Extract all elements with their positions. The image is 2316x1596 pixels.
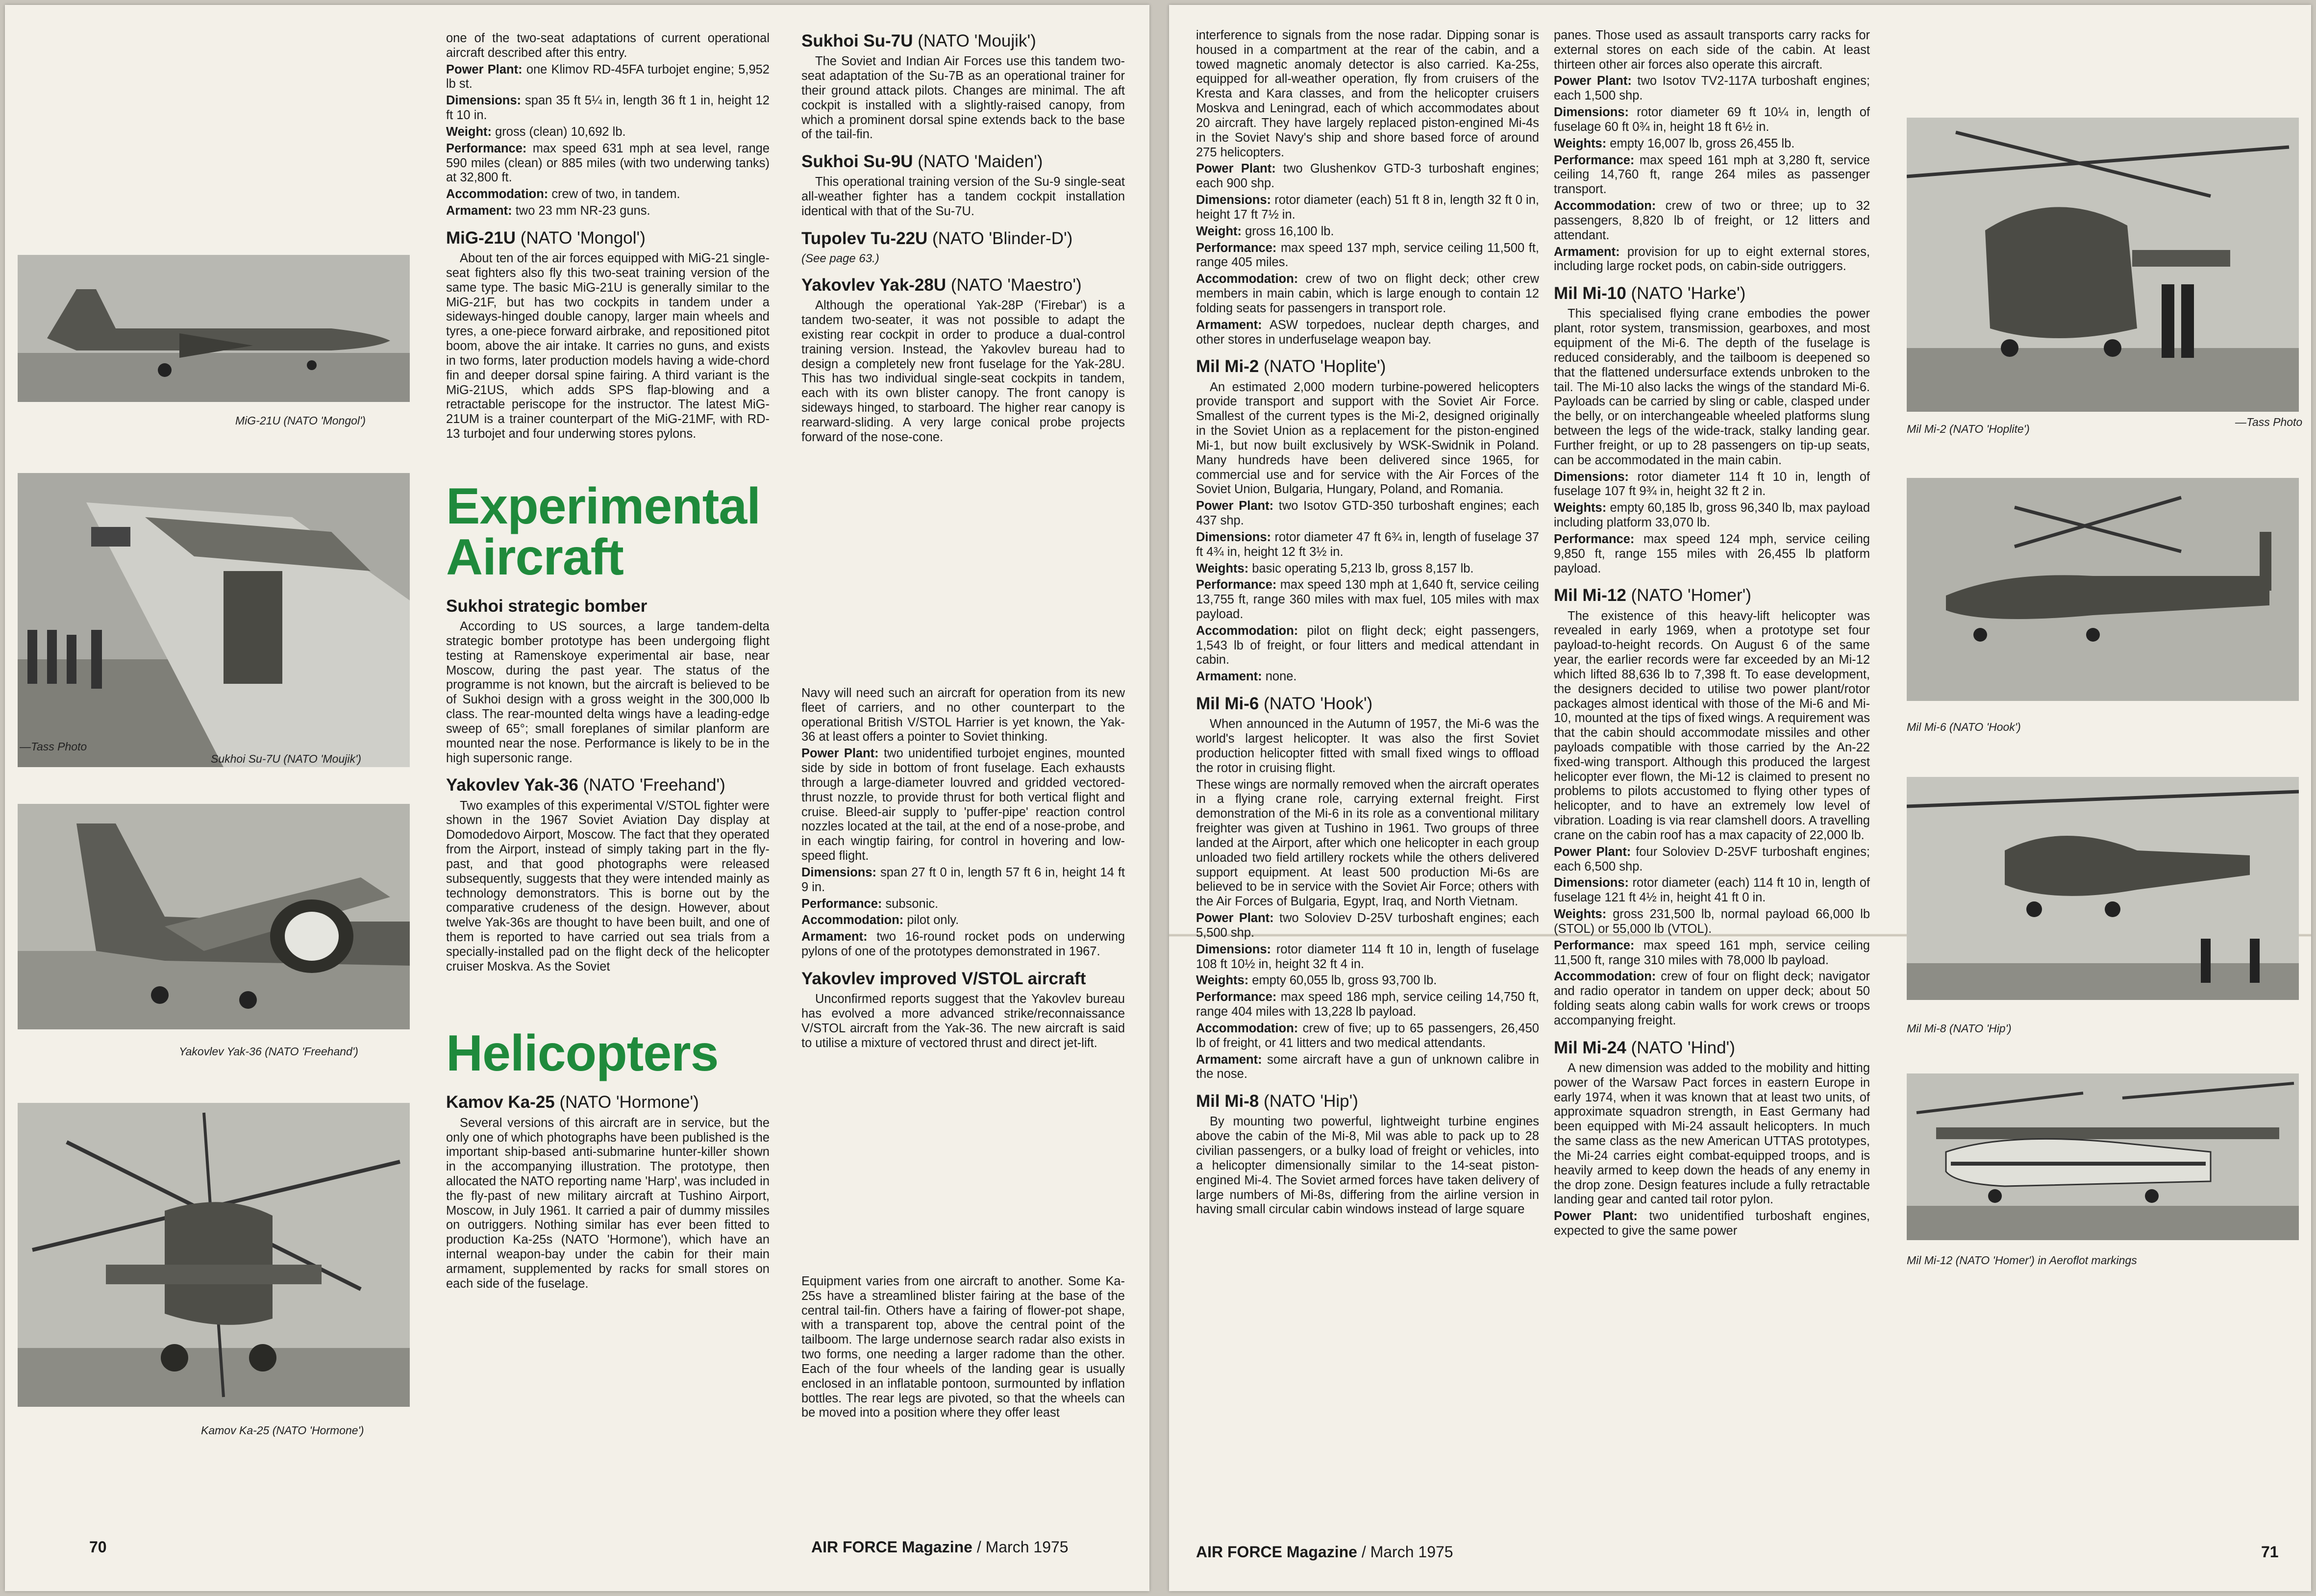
spec-text: basic operating 5,213 lb, gross 8,157 lb.	[1248, 561, 1474, 575]
spec-text: max speed 124 mph, service ceiling 9,850 ft, range 155 miles with 26,455 lb platform payload.	[1554, 532, 1870, 575]
spec-text: two Glushenkov GTD-3 turboshaft engines; each 900 shp.	[1196, 162, 1539, 191]
spec-label: Power Plant:	[801, 747, 879, 761]
footer-right: AIR FORCE Magazine / March 1975	[1196, 1543, 1453, 1561]
spec-text: two Soloviev D-25V turboshaft engines; each 5,500 shp.	[1196, 911, 1539, 940]
sukhoi-bomber-body: According to US sources, a large tandem-delta strategic bomber prototype has been undergoing flight testing at Ramenskoye experimental air base, near Moscow, during the past year. The status of the programme is not known, but the aircraft is believed to be of Sukhoi design with a gross weight in the 300,000 lb class. The rear-mounted delta wings have a leading-edge sweep of 65°; small foreplanes of similar planform are mounted near the nose. Performance is likely to be in the high supersonic range.	[446, 620, 770, 765]
mi24-spec: Power Plant: two unidentified turboshaft engines, expected to give the same power	[1554, 1209, 1870, 1238]
mi8-caption: Mil Mi-8 (NATO 'Hip')	[1907, 1022, 2012, 1035]
spec-text: provision for up to eight external stores, including large rocket pods, on cabin-side outriggers.	[1554, 245, 1870, 274]
spec-label: Accommodation:	[1196, 623, 1298, 638]
spec-label: Weights:	[1554, 501, 1607, 515]
yak-improved-body: Unconfirmed reports suggest that the Yakovlev bureau has evolved a more advanced strike/reconnaissance V/STOL aircraft from the Yak-36. The new aircraft is said to utilise a mixture of vectored thrust and direct jet-lift.	[801, 992, 1125, 1050]
spec-text: gross 231,500 lb, normal payload 66,000 lb (STOL) or 55,000 lb (VTOL).	[1554, 907, 1870, 936]
spec-text: subsonic.	[882, 897, 939, 911]
tass-photo-credit-right: —Tass Photo	[2235, 416, 2303, 428]
yak36-photo	[18, 804, 410, 1029]
spec-text: four Soloviev D-25VF turboshaft engines; each 6,500 shp.	[1554, 845, 1870, 873]
spec-label: Armament:	[1196, 670, 1262, 684]
left-text-column-2c	[801, 1274, 1125, 1422]
mig21u-caption: MiG-21U (NATO 'Mongol')	[235, 414, 366, 427]
mig15uti-specs	[446, 63, 770, 219]
spec-label: Dimensions:	[1196, 942, 1271, 956]
ka25-body: Several versions of this aircraft are in service, but the only one of which photographs have been published is the important ship-based anti-submarine hunter-killer shown in the accompanying illustration. The prototype, then allocated the NATO reporting name 'Harp', was included in the fly-past of new military aircraft at Tushino Airport, Moscow, in July 1961. It carried a pair of dummy missiles on outriggers. Nothing similar has ever been fitted to production Ka-25s (NATO 'Hormone'), which have an internal weapon-bay under the cabin for their main armament, supplemented by racks for small stores on each side of the fuselage.	[446, 1116, 770, 1291]
spec-text: two 23 mm NR-23 guns.	[512, 204, 650, 218]
spec-label: Weight:	[1196, 224, 1242, 238]
spec-label: Performance:	[1196, 990, 1277, 1004]
left-text-column-1	[446, 31, 770, 1294]
mig21u-photo	[18, 255, 410, 402]
su9u-body: This operational training version of the Su-9 single-seat all-weather fighter has a tandem cockpit installation identical with that of the Su-7U.	[801, 175, 1125, 218]
spec-label: Weights:	[1554, 136, 1607, 150]
yak28u-body: Although the operational Yak-28P ('Firebar') is a tandem two-seater, it was not possible to adapt the existing rear cockpit in order to produce a dual-control training version. Instead, the Yakovlev bureau had to design a completely new front fuselage for the Yak-28U. This has two individual single-seat cockpits in tandem, each with its own blister canopy. The front canopy is sideways hinged, to starboard. The higher rear canopy is rearward-sliding. A very large conical probe projects forward of the nose-cone.	[801, 299, 1125, 444]
right-page	[1169, 5, 2311, 1591]
mi2-heading: Mil Mi-2 (NATO 'Hoplite')	[1196, 357, 1386, 376]
ka25-continued-2: interference to signals from the nose radar. Dipping sonar is housed in a compartment at the rear of the cabin, and a towed magnetic anomaly detector is also carried. Ka-25s, equipped for all-weather operation, fly from cruisers of the Kresta and Kara classes, and from the helicopter cruisers Moskva and Leningrad, each of which accommodates about 20 aircraft. They have largely replaced piston-engined Mi-4s in the Soviet Navy's ship and shore based force of around 275 helicopters.	[1196, 28, 1539, 159]
spec-text: max speed 161 mph at 3,280 ft, service ceiling 14,760 ft, range 264 miles as passenger transport.	[1554, 153, 1870, 197]
spec-label: Armament:	[1554, 245, 1620, 259]
spec-label: Performance:	[1554, 532, 1635, 546]
mi2-body: An estimated 2,000 modern turbine-powered helicopters provide transport and support with the Soviet Air Force. Smallest of the current types is the Mi-2, designed originally in the Soviet Union as a replacement for the piston-engined Mi-1, but now built exclusively by WSK-Swidnik in Poland. Many hundreds have been delivered since 1965, for commercial use and for service with the Air Forces of the Soviet Union, Bulgaria, Hungary, Poland, and Romania.	[1196, 380, 1539, 497]
spec-text: max speed 631 mph at sea level, range 590 miles (clean) or 885 miles (with two underwing tanks) at 32,800 ft.	[446, 141, 770, 185]
spec-label: Dimensions:	[1554, 105, 1629, 120]
spec-label: Armament:	[1196, 318, 1262, 332]
mi12-photo	[1907, 1073, 2299, 1240]
spec-label: Accommodation:	[1554, 970, 1656, 984]
su7u-body: The Soviet and Indian Air Forces use this tandem two-seat adaptation of the Su-7B as an operational trainer for their ground attack pilots. Changes are minimal. The aft cockpit is installed with a slightly-raised canopy, from which a prominent dorsal spine extends back to the base of the tail-fin.	[801, 54, 1125, 142]
left-text-column-2	[801, 31, 1125, 447]
spec-label: Performance:	[801, 897, 882, 911]
spec-label: Performance:	[446, 141, 527, 155]
footer-left: AIR FORCE Magazine / March 1975	[811, 1538, 1069, 1556]
spec-text: one Klimov RD-45FA turbojet engine; 5,952 lb st.	[446, 62, 770, 91]
yak-improved-heading: Yakovlev improved V/STOL aircraft	[801, 969, 1086, 988]
spec-label: Accommodation:	[1554, 199, 1656, 213]
spec-label: Power Plant:	[1554, 845, 1631, 859]
spec-label: Weight:	[446, 125, 492, 139]
spec-label: Performance:	[1196, 241, 1277, 255]
mi6-body-2: These wings are normally removed when the aircraft operates in a flying crane role, carrying external freight. First demonstration of the Mi-6 in its role as a conventional military freighter was given at Tushino in 1961. Two groups of three landed at the Airport, after which one helicopter in each group unloaded two field artillery rockets while the others delivered support equipment. At least 500 production Mi-6s are believed to be in service with the Soviet Air Force; others with the Air Forces of Bulgaria, Egypt, Iraq, and North Vietnam.	[1196, 777, 1539, 909]
mi12-heading: Mil Mi-12 (NATO 'Homer')	[1554, 586, 1751, 605]
mi12-specs	[1554, 845, 1870, 1028]
yak36-heading: Yakovlev Yak-36 (NATO 'Freehand')	[446, 775, 725, 795]
spec-label: Accommodation:	[446, 187, 548, 201]
mi8-heading: Mil Mi-8 (NATO 'Hip')	[1196, 1092, 1358, 1111]
ka25-specs	[1196, 162, 1539, 347]
mi2-caption: Mil Mi-2 (NATO 'Hoplite')	[1907, 423, 2030, 435]
spec-label: Performance:	[1554, 938, 1635, 952]
spec-label: Armament:	[446, 204, 512, 218]
spec-text: two Isotov GTD-350 turboshaft engines; each 437 shp.	[1196, 499, 1539, 528]
su7u-caption: Sukhoi Su-7U (NATO 'Moujik')	[211, 752, 362, 765]
spec-text: max speed 130 mph at 1,640 ft, service ceiling 13,755 ft, range 360 miles with max fuel, 105 miles with max payload.	[1196, 578, 1539, 621]
spec-label: Performance:	[1554, 153, 1635, 167]
spec-label: Power Plant:	[1196, 499, 1274, 513]
spec-text: rotor diameter 69 ft 10¼ in, length of fuselage 60 ft 0¾ in, height 18 ft 6½ in.	[1554, 105, 1870, 134]
yak28u-heading: Yakovlev Yak-28U (NATO 'Maestro')	[801, 275, 1082, 295]
spec-text: crew of two or three; up to 32 passengers, 8,820 lb of freight, or 12 litters and attendant.	[1554, 199, 1870, 242]
intro-text: one of the two-seat adaptations of current operational aircraft described after this entry.	[446, 31, 770, 60]
mi6-photo	[1907, 478, 2299, 701]
spec-label: Dimensions:	[1196, 530, 1271, 544]
spec-label: Accommodation:	[801, 913, 904, 927]
spec-label: Performance:	[1196, 578, 1277, 592]
mi24-heading: Mil Mi-24 (NATO 'Hind')	[1554, 1038, 1735, 1057]
spec-text: ASW torpedoes, nuclear depth charges, and other stores in underfuselage weapon bay.	[1196, 318, 1539, 347]
spec-text: span 35 ft 5¼ in, length 36 ft 1 in, height 12 ft 10 in.	[446, 94, 770, 123]
spec-text: gross (clean) 10,692 lb.	[492, 125, 626, 139]
spec-text: empty 60,055 lb, gross 93,700 lb.	[1248, 973, 1437, 988]
mi12-caption: Mil Mi-12 (NATO 'Homer') in Aeroflot markings	[1907, 1254, 2137, 1267]
yak36-caption: Yakovlev Yak-36 (NATO 'Freehand')	[179, 1045, 358, 1058]
yak36-body: Two examples of this experimental V/STOL fighter were shown in the 1967 Soviet Aviation Day display at Domodedovo Airport, Moscow. The fact that they operated from the Airport, instead of simply taking part in the fly-past, and that good photographs were released subsequently, suggests that they were intended mainly as technology demonstrators. This is borne out by the comparative crudeness of the design. However, about twelve Yak-36s are thought to have been built, and one of them is reported to have carried out sea trials from a specially-installed pad on the flight deck of the helicopter cruiser Moskva. As the Soviet	[446, 798, 770, 973]
spec-label: Power Plant:	[1554, 74, 1632, 88]
ka25-caption: Kamov Ka-25 (NATO 'Hormone')	[201, 1424, 364, 1437]
spec-text: crew of two, in tandem.	[548, 187, 680, 201]
su7u-photo	[18, 473, 410, 767]
mi6-specs	[1196, 911, 1539, 1082]
spec-label: Dimensions:	[446, 94, 522, 108]
mig21u-body: About ten of the air forces equipped with MiG-21 single-seat fighters also fly this two-seat training version of the same type. The basic MiG-21U is generally similar to the MiG-21F, but has two cockpits in tandem under a sideways-hinged double canopy, larger main wheels and tyres, a one-piece forward airbrake, and repositioned pitot boom, above the air intake. It carries no guns, and exists in two forms, later production models having a wide-chord fin and deeper dorsal spine fairing. A third variant is the MiG-21US, which adds SPS flap-blowing and a retractable periscope for the instructor. The latest MiG-21UM is a trainer counterpart of the MiG-21MF, with RD-13 turbojet and four underwing stores pylons.	[446, 251, 770, 441]
ka25-photo	[18, 1103, 410, 1407]
spec-label: Power Plant:	[1196, 162, 1276, 176]
spec-text: empty 60,185 lb, gross 96,340 lb, max payload including platform 33,070 lb.	[1554, 501, 1870, 530]
spec-label: Accommodation:	[1196, 1021, 1298, 1035]
mi2-specs	[1196, 499, 1539, 684]
left-text-column-2b	[801, 686, 1125, 1052]
spec-text: two Isotov TV2-117A turboshaft engines; each 1,500 shp.	[1554, 74, 1870, 103]
tu22u-heading: Tupolev Tu-22U (NATO 'Blinder-D')	[801, 228, 1073, 248]
spec-text: crew of four on flight deck; navigator and radio operator in tandem on upper deck; about 50 folding seats along cabin walls for work crews or troops accompanying freight.	[1554, 970, 1870, 1027]
page-number-left: 70	[89, 1538, 107, 1556]
spec-text: rotor diameter 114 ft 10 in, length of fuselage 107 ft 9¾ in, height 32 ft 2 in.	[1554, 470, 1870, 499]
ka25-continued: Equipment varies from one aircraft to another. Some Ka-25s have a streamlined blister fairing at the base of the central tail-fin. Others have a fairing of flower-pot shape, with a transparent top, above the central point of the tailboom. The large undernose search radar also exists in two forms, one needing a larger radome than the other. Each of the four wheels of the landing gear is usually enclosed in an inflatable pontoon, surmounted by inflation bottles. The rear legs are pivoted, so that the wheels can be moved into a position where they offer least	[801, 1274, 1125, 1420]
mi8-body: By mounting two powerful, lightweight turbine engines above the cabin of the Mi-8, Mil was able to pack up to 28 civilian passengers, or a bulky load of freight or vehicles, into a helicopter dimensionally similar to the 14-seat piston-engined Mi-4. The Soviet armed forces have taken delivery of large numbers of Mi-8s, differing from the airline version in having small circular cabin windows instead of large square	[1196, 1115, 1539, 1217]
spec-text: gross 16,100 lb.	[1242, 224, 1334, 238]
spec-label: Weights:	[1196, 973, 1249, 988]
mi8-specs	[1554, 74, 1870, 274]
spec-label: Dimensions:	[1196, 193, 1271, 207]
spec-text: max speed 186 mph, service ceiling 14,750 ft, range 404 miles with 13,228 lb payload.	[1196, 990, 1539, 1019]
mi12-body: The existence of this heavy-lift helicopter was revealed in early 1969, when a prototype set four payload-to-height records. On August 6 of the same year, the earlier records were far exceeded by an Mi-12 which lifted 88,636 lb to 7,398 ft. To ease development, the designers decided to utilise two power plant/rotor packages almost identical with those of the Mi-6 and Mi-10, mounted at the tips of fixed wings. A requirement was that the cabin should accommodate missiles and other payloads compatible with those carried by the An-22 fixed-wing transport. Although this produced the largest helicopter ever flown, the Mi-12 is claimed to present no problems to pilots accustomed to flying other types of helicopter, and to have an extremely low level of vibration. Loading is via rear clamshell doors. A travelling crane on the cabin roof has a max capacity of 22,000 lb.	[1554, 609, 1870, 842]
spec-text: span 27 ft 0 in, length 57 ft 6 in, height 14 ft 9 in.	[801, 865, 1125, 894]
sukhoi-bomber-heading: Sukhoi strategic bomber	[446, 596, 647, 616]
mi10-specs	[1554, 470, 1870, 576]
spec-text: two 16-round rocket pods on underwing pylons of one of the prototypes demonstrated in 1967.	[801, 930, 1125, 959]
spec-label: Accommodation:	[1196, 272, 1298, 286]
spec-text: max speed 161 mph, service ceiling 11,500 ft, range 310 miles with 78,000 lb payload.	[1554, 938, 1870, 967]
spec-text: two unidentified turbojet engines, mounted side by side in bottom of front fuselage. Each exhausts through a large-diameter louvred and gridded vectored-thrust nozzle, to provide thrust for both vertical flight and cruise. Bleed-air supply to 'puffer-pipe' reaction control nozzles located at the tail, at the end of a nose-probe, and in each wingtip fairing, for control in hovering and low-speed flight.	[801, 747, 1125, 863]
mi10-heading: Mil Mi-10 (NATO 'Harke')	[1554, 284, 1746, 303]
mi24-body: A new dimension was added to the mobility and hitting power of the Warsaw Pact forces in eastern Europe in early 1974, when it was known that at least two units, of approximate squadron strength, in East Germany had been equipped with Mi-24 assault helicopters. In much the same class as the new American UTTAS prototypes, the Mi-24 carries eight combat-equipped troops, and is heavily armed to keep down the heads of any enemy in the drop zone. Design features include a fully retractable landing gear and canted tail rotor pylon.	[1554, 1061, 1870, 1207]
spec-text: crew of two on flight deck; other crew members in main cabin, which is large enough to contain 12 folding seats for passengers in transport role.	[1196, 272, 1539, 315]
yak36-specs	[801, 747, 1125, 959]
spec-text: max speed 137 mph, service ceiling 11,500 ft, range 405 miles.	[1196, 241, 1539, 270]
spec-text: crew of five; up to 65 passengers, 26,450 lb of freight, or 41 litters and two medical attendants.	[1196, 1021, 1539, 1050]
helicopters-heading: Helicopters	[446, 1025, 719, 1082]
spec-label: Dimensions:	[801, 865, 877, 879]
spec-label: Armament:	[1196, 1052, 1262, 1067]
spec-label: Weights:	[1196, 561, 1249, 575]
ka25-heading: Kamov Ka-25 (NATO 'Hormone')	[446, 1093, 699, 1112]
spec-label: Power Plant:	[1196, 911, 1274, 925]
spec-text: pilot on flight deck; eight passengers, 1,543 lb of freight, or four litters and medical attendant in cabin.	[1196, 623, 1539, 667]
spec-label: Dimensions:	[1554, 876, 1629, 890]
spec-text: none.	[1262, 670, 1297, 684]
mi8-photo	[1907, 777, 2299, 1000]
spec-text: empty 16,007 lb, gross 26,455 lb.	[1606, 136, 1795, 150]
mi6-heading: Mil Mi-6 (NATO 'Hook')	[1196, 694, 1373, 714]
spec-text: rotor diameter (each) 114 ft 10 in, length of fuselage 121 ft 4½ in, height 41 ft 0 in.	[1554, 876, 1870, 905]
mi6-body: When announced in the Autumn of 1957, the Mi-6 was the world's largest helicopter. It was also the first Soviet production helicopter fitted with small fixed wings to offload the rotor in cruising flight.	[1196, 717, 1539, 775]
spec-text: rotor diameter 114 ft 10 in, length of fuselage 108 ft 10½ in, height 32 ft 4 in.	[1196, 942, 1539, 971]
spec-label: Dimensions:	[1554, 470, 1629, 484]
spec-text: some aircraft have a gun of unknown calibre in the nose.	[1196, 1052, 1539, 1081]
tass-photo-credit-left: —Tass Photo	[20, 740, 87, 753]
spec-label: Weights:	[1554, 907, 1607, 922]
right-text-column-2	[1554, 28, 1870, 1241]
spec-text: rotor diameter 47 ft 6¾ in, length of fuselage 37 ft 4¾ in, height 12 ft 3½ in.	[1196, 530, 1539, 559]
spec-label: Power Plant:	[446, 62, 523, 76]
mi6-caption: Mil Mi-6 (NATO 'Hook')	[1907, 721, 2021, 733]
su9u-heading: Sukhoi Su-9U (NATO 'Maiden')	[801, 152, 1043, 172]
mig21u-heading: MiG-21U (NATO 'Mongol')	[446, 228, 646, 248]
mi10-body: This specialised flying crane embodies the power plant, rotor system, transmission, gearboxes, and most equipment of the Mi-6. The depth of the fuselage is reduced considerably, and the tailboom is deepened so that the flattened undersurface extends unbroken to the tail. The Mi-10 also lacks the wings of the standard Mi-6. Payloads can be carried by sling or cable, clasped under the belly, or on interchangeable wheeled platforms slung between the legs of the wide-track, stalky landing gear. Further freight, or up to 28 passengers on tip-up seats, can be accommodated in the main cabin.	[1554, 307, 1870, 467]
spec-label: Armament:	[801, 930, 868, 944]
left-page	[5, 5, 1149, 1591]
mi8-continued: panes. Those used as assault transports carry racks for external stores on each side of the cabin. At least thirteen other air forces also operate this aircraft.	[1554, 28, 1870, 72]
page-number-right: 71	[2261, 1543, 2279, 1561]
right-text-column-1	[1196, 28, 1539, 1219]
mi2-photo	[1907, 118, 2299, 412]
experimental-aircraft-heading: Experimental Aircraft	[446, 477, 761, 586]
spec-text: rotor diameter (each) 51 ft 8 in, length 32 ft 0 in, height 17 ft 7½ in.	[1196, 193, 1539, 222]
spec-text: pilot only.	[903, 913, 959, 927]
yak36-continued: Navy will need such an aircraft for operation from its new fleet of carriers, and no other counterpart to the operational British V/STOL Harrier is yet known, the Yak-36 at least offers a pointer to Soviet thinking.	[801, 686, 1125, 744]
su7u-heading: Sukhoi Su-7U (NATO 'Moujik')	[801, 31, 1036, 50]
tu22u-see-page: (See page 63.)	[801, 252, 879, 266]
